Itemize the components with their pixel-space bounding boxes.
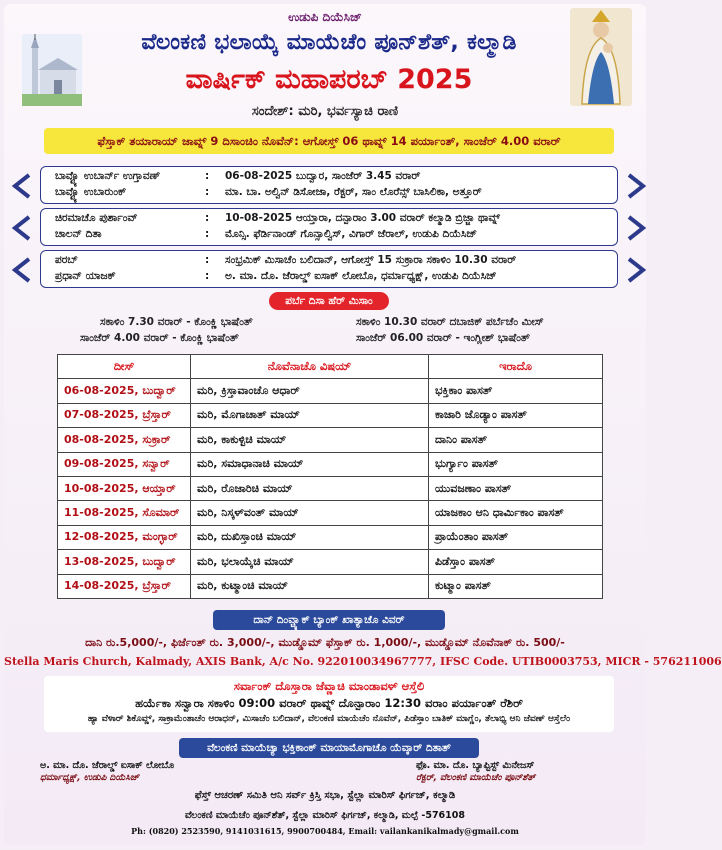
signatory-name: ಫೊ. ಮಾ. ದೊ. ಬ್ಯಾಪ್ಟಿಸ್ಟ್ ಮಿನೇಜಸ್ [416, 760, 535, 771]
event-label: ಪರಬ್ [55, 254, 78, 266]
table-row [58, 428, 603, 452]
signatory-name: ಅ. ಮಾ. ದೊ. ಜೆರಾಲ್ಡ್ ಐಸಾಕ್ ಲೋಬೊ [40, 760, 175, 771]
programme-details: ಹ್ಯಾ ವೆಳಾರ್ ಶಿಕೊವ್ಣ್, ಸಾಕ್ರಾಮೆಂತಾಚೆಂ ಆರಾಧನ್, ಮಿಸಾಚೆಂ ಬಲಿದಾನ್, ವೆಲಂಕಣಿ ಮಾಯೆಚೆಂ ನೊವೆನ್, ಪಿಡೆಸ್ತಾಂ ಬಾತಿಕ್ ಮಾಗ್ಣೆಂ, ತೆಲಾಭ್ಯಿ ಆನಿ ಜೆವಣ್ ಆಸ್ತೆಲೆಂ [87, 714, 571, 724]
cell-topic: ಮರಿ, ಭಲಾಯ್ಕೆಚಿ ಮಾಯ್ [191, 550, 429, 574]
footer-address: ವೆಲಂಕಣಿ ಮಾಯೆಚೆಂ ಪೂನ್‌ಶೆತ್, ಸ್ಟೆಲ್ಲಾ ಮಾರಿಸ್ ಫಿರ್ಗಜ್, ಕಲ್ಮಾಡಿ, ಮಲ್ಪೆ -576108 [185, 810, 465, 821]
chevron-right-icon [625, 257, 647, 283]
chevron-left-icon [11, 215, 33, 241]
column-header-intention: ಇರಾದೊ [429, 355, 603, 379]
mass-time: ಸಕಾಳಿಂ 10.30 ವರಾರ್ ದಬಾಜಿಕ್ ಪರ್ಬೆಚೆಂ ಮೀಸ್ [356, 316, 544, 328]
festival-theme: ಸಂದೇಶ್: ಮರಿ, ಭರ್ವಸ್ಯಾಚಿ ರಾಣಿ [251, 104, 399, 119]
cell-date: 12-08-2025, ಮಂಗ್ಳಾರ್ [58, 525, 191, 549]
cell-topic: ಮರಿ, ಸಮಾಧಾನಾಚಿ ಮಾಯ್ [191, 452, 429, 476]
festival-title: ವಾರ್ಷಿಕ್ ಮಹಾಪರಬ್ 2025 [185, 64, 473, 95]
cell-date: 06-08-2025, ಬುದ್ವಾರ್ [58, 379, 191, 403]
event-label: ಚಿರಮಾಚೊ ಪುರ್ಶಾಂವ್ [55, 212, 138, 224]
cell-date: 08-08-2025, ಸುಕ್ರಾರ್ [58, 428, 191, 452]
cell-intention: ದಾನಿಂ ಪಾಸತ್ [429, 428, 603, 452]
chevron-left-icon [11, 173, 33, 199]
column-header-date: ದೀಸ್ [58, 355, 191, 379]
chevron-right-icon [625, 173, 647, 199]
cell-date: 13-08-2025, ಬುದ್ವಾರ್ [58, 550, 191, 574]
event-value: ಮೊನ್ಸಿ. ಫೆರ್ಡಿನಾಂಡ್ ಗೊನ್ಸಾಲ್ವಿಸ್, ವಿಗಾರ್ ಜೆರಾಲ್, ಉಡುಪಿ ದಿಯೆಸಿಜ್ [225, 228, 478, 240]
event-value: 10-08-2025 ಆಯ್ತಾರಾ, ದನ್ಪಾರಾಂ 3.00 ವರಾರ್ ಕಲ್ಮಾಡಿ ಬ್ರಿಜ್ಜಾ ಥಾವ್ನ್ [225, 212, 501, 224]
cell-intention: ಪಿಡೆಸ್ತಾಂ ಪಾಸತ್ [429, 550, 603, 574]
novena-schedule-table [57, 354, 603, 599]
organisers-line: ಫೆಸ್ತ್ ಆಚರಣ್ ಸಮಿತಿ ಆನಿ ಸರ್ವ್ ಕ್ರಿಸ್ತಿ ಸಭಾ, ಸ್ಟೆಲ್ಲಾ ಮಾರಿಸ್ ಫಿರ್ಗಜ್, ಕಲ್ಮಾಡಿ [194, 790, 456, 801]
cell-intention: ಯಾಜಕಾಂ ಆನಿ ಧಾರ್ಮಿಕಾಂ ಪಾಸತ್ [429, 501, 603, 525]
cell-date: 09-08-2025, ಸನ್ವಾರ್ [58, 452, 191, 476]
table-row [58, 403, 603, 427]
invitation-tag: ವೆಲಂಕಣಿ ಮಾಯೆಚ್ಯಾ ಭಕ್ತಿಕಾಂಕ್ ಮಾಯಾಮೊಗಾಚೊ ಯೆವ್ಕಾರ್ ದಿತಾತ್ [179, 738, 479, 758]
chevron-right-icon [625, 215, 647, 241]
mary-statue-image [570, 8, 632, 106]
event-box-feast: ಪರಬ್ : ಸಂಭ್ರಮಿಕ್ ಮಿಸಾಚೆಂ ಬಲಿದಾನ್, ಆಗೋಸ್ತ್ 15 ಸುಕ್ರಾರಾ ಸಕಾಳಿಂ 10.30 ವರಾರ್ ಪ್ರಧಾನ್ ಯಾಜಕ್ : ಅ. ಮಾ. ದೊ. ಜೆರಾಲ್ಡ್ ಐಸಾಕ್ ಲೋಬೊ, ಧರ್ಮಾಧ್ಯಕ್ಷ್, ಉಡುಪಿ ದಿಯೆಸಿಜ್ [40, 250, 618, 288]
mass-timings-tag: ಪರ್ಬೆ ದಿಸಾ ಹೆರ್ ಮಿಸಾಂ [269, 292, 389, 310]
cell-date: 14-08-2025, ಬ್ರೆಸ್ತಾರ್ [58, 574, 191, 598]
dinner-title: ಸರ್ವಾಂಕ್ ದೊಸ್ತಾರಾ ಜೆವ್ಣಾಚಿ ಮಾಂಡಾವಳ್ ಆಸ್ತೆಲಿ [233, 679, 425, 693]
donation-amounts: ದಾನಿ ರು.5,000/-, ಫಿರ್ಜೆಂತ್ ರು. 3,000/-, ಮುಡ್ಡೊಮ್ ಫೆಸ್ತಾಕ್ ರು. 1,000/-, ಮುಡ್ಡೊಮ್ ನೊವೆನಾಕ್ ರು. 500/- [85, 636, 565, 649]
cell-intention: ಭಕ್ತಿಕಾಂ ಪಾಸತ್ [429, 379, 603, 403]
dinner-info-box [44, 676, 614, 732]
event-label: ಬಾವ್ಟ್ಯೊ ಉಬಾರ್ನ್ ಉಗ್ತಾವಣ್ [55, 170, 161, 182]
cell-intention: ಭುರ್ಗ್ಯಾಂ ಪಾಸತ್ [429, 452, 603, 476]
dinner-timing: ಹರ್ಯೆಕಾ ಸನ್ವಾರಾ ಸಕಾಳಿಂ 09:00 ವರಾರ್ ಥಾವ್ನ್ ದೊನ್ಪಾರಾಂ 12:30 ವರಾಂ ಪರ್ಯಾಂತ್ ರೆಶಿರ್ [135, 696, 523, 710]
cell-intention: ಯುವಜಣಾಂ ಪಾಸತ್ [429, 476, 603, 500]
mass-time: ಸಾಂಜೆರ್ 06.00 ವರಾರ್ - ಇಂಗ್ಲೀಶ್ ಭಾಷೆಂತ್ [356, 332, 530, 344]
cell-intention: ಕಾಜಾರಿ ಜೊಡ್ಯಾಂ ಪಾಸತ್ [429, 403, 603, 427]
table-row [58, 550, 603, 574]
event-value: 06-08-2025 ಬುದ್ವಾರ, ಸಾಂಜೆರ್ 3.45 ವರಾರ್ [225, 170, 421, 182]
cell-intention: ಪ್ರಾಯೆಂತಾಂ ಪಾಸತ್ [429, 525, 603, 549]
event-value: ಮಾ. ಬಾ. ಅಲ್ವಿನ್ ಡಿಸೋಜಾ, ರೆಕ್ಟರ್, ಸಾಂ ಲೊರೆನ್ಸ್ ಬಾಸಿಲಿಕಾ, ಅತ್ತೂರ್ [225, 186, 482, 198]
cell-topic: ಮರಿ, ಮೊಗಾಚಾತ್ ಮಾಯ್ [191, 403, 429, 427]
cell-date: 11-08-2025, ಸೊಮಾರ್ [58, 501, 191, 525]
event-box-procession: ಚಿರಮಾಚೊ ಪುರ್ಶಾಂವ್ : 10-08-2025 ಆಯ್ತಾರಾ, ದನ್ಪಾರಾಂ 3.00 ವರಾರ್ ಕಲ್ಮಾಡಿ ಬ್ರಿಜ್ಜಾ ಥಾವ್ನ್ ಚಾಲನ್ ದಿತಾ : ಮೊನ್ಸಿ. ಫೆರ್ಡಿನಾಂಡ್ ಗೊನ್ಸಾಲ್ವಿಸ್, ವಿಗಾರ್ ಜೆರಾಲ್, ಉಡುಪಿ ದಿಯೆಸಿಜ್ [40, 208, 618, 246]
signatory-left [40, 760, 174, 783]
cell-intention: ಕುಟ್ಮಾಂ ಪಾಸತ್ [429, 574, 603, 598]
cell-topic: ಮರಿ, ಕಾಕುಳ್ಟಿಚಿ ಮಾಯ್ [191, 428, 429, 452]
mass-time: ಸಾಂಜೆರ್ 4.00 ವರಾರ್ - ಕೊಂಕ್ಣಿ ಭಾಷೆಂತ್ [80, 332, 239, 344]
event-label: ಬಾವ್ಟ್ಯೊ ಉಬಾರುಂಕ್ [55, 186, 127, 198]
event-value: ಅ. ಮಾ. ದೊ. ಜೆರಾಲ್ಡ್ ಐಸಾಕ್ ಲೋಬೊ, ಧರ್ಮಾಧ್ಯಕ್ಷ್, ಉಡುಪಿ ದಿಯೆಸಿಜ್ [225, 270, 497, 282]
table-row [58, 476, 603, 500]
event-value: ಸಂಭ್ರಮಿಕ್ ಮಿಸಾಚೆಂ ಬಲಿದಾನ್, ಆಗೋಸ್ತ್ 15 ಸುಕ್ರಾರಾ ಸಕಾಳಿಂ 10.30 ವರಾರ್ [225, 254, 517, 266]
table-row [58, 379, 603, 403]
church-name: ವೆಲಂಕಣಿ ಭಲಾಯ್ಕೆ ಮಾಯೆಚೆಂ ಪೂನ್‌ಶೆತ್, ಕಲ್ಮಾಡಿ [141, 30, 517, 55]
festival-poster [4, 4, 722, 846]
signatory-role: ರೆಕ್ಟರ್, ವೆಲಂಕಣಿ ಮಾಯೆಚೆಂ ಪೂನ್‌ಶೆತ್ [416, 773, 536, 783]
cell-topic: ಮರಿ, ಕುಟ್ಮಾಂಚಿ ಮಾಯ್ [191, 574, 429, 598]
church-logo [22, 34, 82, 106]
cell-topic: ಮರಿ, ಕ್ರಿಸ್ತಾವಾಂಚೊ ಆಧಾರ್ [191, 379, 429, 403]
mass-time: ಸಕಾಳಿಂ 7.30 ವರಾರ್ - ಕೊಂಕ್ಣಿ ಭಾಷೆಂತ್ [100, 316, 253, 328]
table-row [58, 452, 603, 476]
chevron-left-icon [11, 257, 33, 283]
cell-topic: ಮರಿ, ದುಖಿಸ್ತಾಂಚಿ ಮಾಯ್ [191, 525, 429, 549]
event-box-flag-hoisting: ಬಾವ್ಟ್ಯೊ ಉಬಾರ್ನ್ ಉಗ್ತಾವಣ್ : 06-08-2025 ಬುದ್ವಾರ, ಸಾಂಜೆರ್ 3.45 ವರಾರ್ ಬಾವ್ಟ್ಯೊ ಉಬಾರುಂಕ್ : ಮಾ. ಬಾ. ಅಲ್ವಿನ್ ಡಿಸೋಜಾ, ರೆಕ್ಟರ್, ಸಾಂ ಲೊರೆನ್ಸ್ ಬಾಸಿಲಿಕಾ, ಅತ್ತೂರ್ [40, 166, 618, 204]
footer-contact: Ph: (0820) 2523590, 9141031615, 9900700484, Email: vailankanikalmady@gmail.com [131, 826, 519, 836]
column-header-topic: ನೊವೆನಾಚೊ ವಿಷಯ್ [191, 355, 429, 379]
cell-date: 07-08-2025, ಬ್ರೆಸ್ತಾರ್ [58, 403, 191, 427]
table-row [58, 501, 603, 525]
cell-topic: ಮರಿ, ನಿಸ್ಕಳ್‌ವಂತ್ ಮಾಯ್ [191, 501, 429, 525]
table-header-row [58, 355, 603, 379]
cell-date: 10-08-2025, ಆಯ್ತಾರ್ [58, 476, 191, 500]
bank-details-tag: ದಾನ್ ದಿಂವ್ಚ್ಯಾಕ್ ಬ್ಯಾಂಕ್ ಖಾತ್ಯಾಚೊ ವಿವರ್ [213, 610, 445, 630]
signatory-role: ಧರ್ಮಾಧ್ಯಕ್ಷ್, ಉಡುಪಿ ದಿಯೆಸಿಜ್ [40, 773, 140, 783]
table-row [58, 574, 603, 598]
event-label: ಪ್ರಧಾನ್ ಯಾಜಕ್ [55, 270, 116, 282]
event-label: ಚಾಲನ್ ದಿತಾ [55, 228, 102, 240]
signatory-right [416, 760, 535, 783]
cell-topic: ಮರಿ, ರೊಜಾರಿಚಿ ಮಾಯ್ [191, 476, 429, 500]
novena-banner: ಫೆಸ್ತಾಕ್ ತಯಾರಾಯ್ ಜಾವ್ನ್ 9 ದಿಸಾಂಚಿಂ ನೊವೆನ್: ಆಗೋಸ್ತ್ 06 ಥಾವ್ನ್ 14 ಪರ್ಯಾಂತ್, ಸಾಂಜೆರ್ 4.00 ವರಾರ್ [44, 128, 614, 154]
table-row [58, 525, 603, 549]
bank-account-details: Stella Maris Church, Kalmady, AXIS Bank, A/c No. 922010034967777, IFSC Code. UTIB0003753, MICR - 576211006 [4, 655, 722, 668]
diocese-label: ಉಡುಪಿ ದಿಯೆಸಿಜ್ [288, 10, 362, 24]
